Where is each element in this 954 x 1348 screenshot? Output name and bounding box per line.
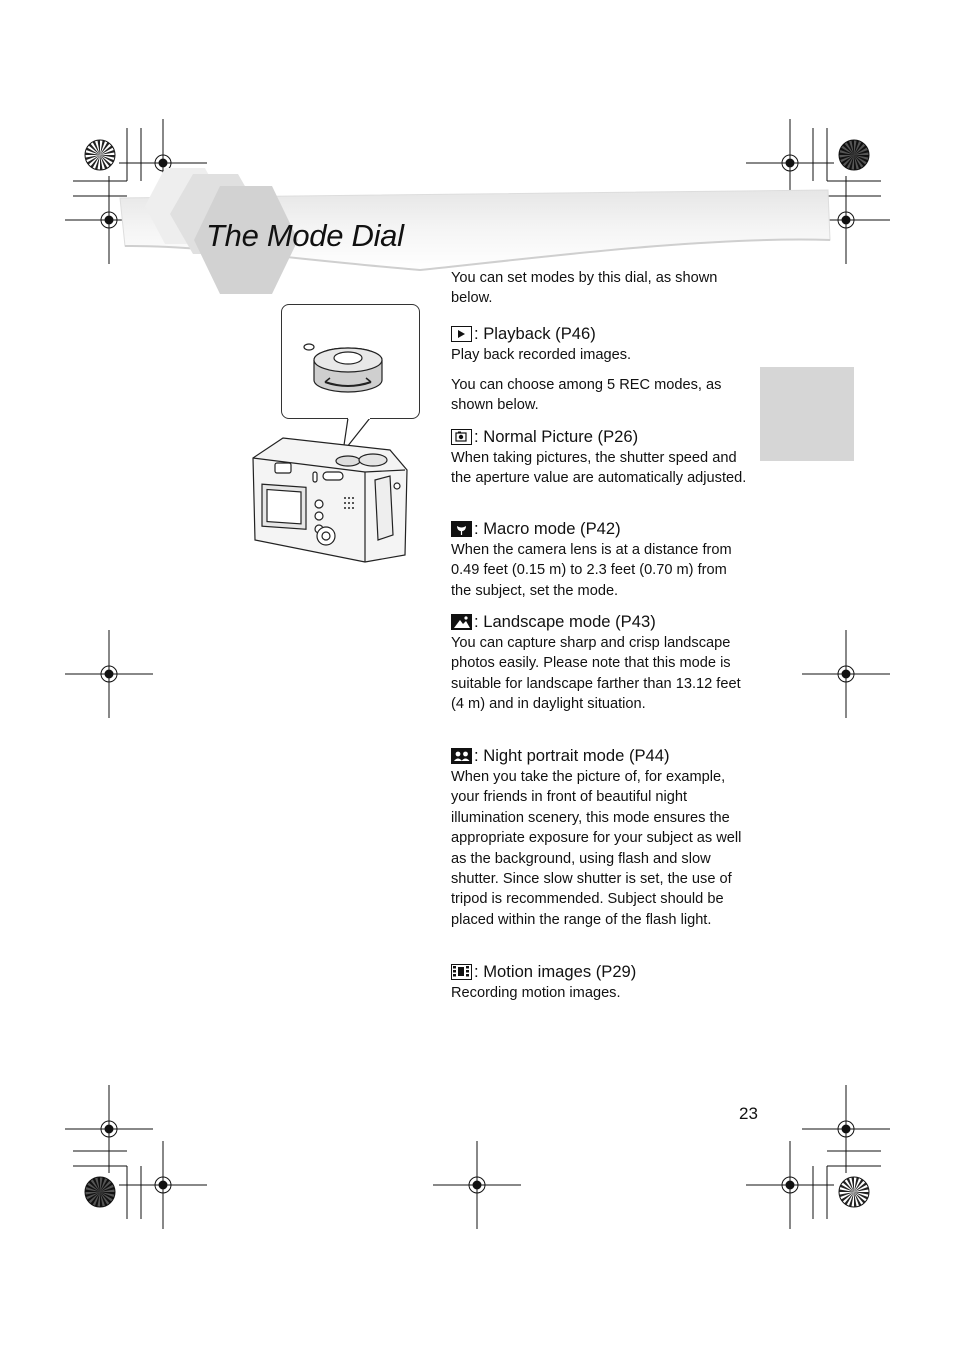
body-playback: Play back recorded images.: [451, 347, 632, 363]
heading-text: : Normal Picture (P26): [474, 427, 639, 446]
body-normal: When taking pictures, the shutter speed and the aperture value are automatically adjusted.: [451, 450, 747, 487]
heading-normal: [451, 427, 638, 447]
motion-images-icon: [451, 964, 472, 980]
page-number: 23: [739, 1104, 758, 1123]
heading-macro: [451, 519, 621, 539]
side-tab: [760, 367, 854, 461]
heading-text: : Macro mode (P42): [474, 519, 621, 538]
body-night: When you take the picture of, for example, your friends in front of beautiful night illumination scenery, this mode ensures the appropriate exposure for your subject as well as the background, using flash and slow shutter. Since slow shutter is set, the use of tripod is recommended. Subject should be placed within the range of the flash light.: [451, 769, 742, 928]
night-portrait-icon: [451, 748, 472, 764]
heading-landscape: [451, 612, 656, 632]
body-macro: When the camera lens is at a distance from 0.49 feet (0.15 m) to 2.3 feet (0.70 m) from the subject, set the mode.: [451, 542, 732, 599]
body-motion: Recording motion images.: [451, 985, 621, 1001]
heading-playback: [451, 324, 596, 344]
heading-text: : Playback (P46): [474, 324, 596, 343]
intro-text: You can set modes by this dial, as shown below.: [451, 270, 718, 307]
heading-text: : Motion images (P29): [474, 962, 637, 981]
playback-icon: [451, 326, 472, 342]
body-rec-intro: You can choose among 5 REC modes, as shown below.: [451, 377, 722, 414]
heading-text: : Night portrait mode (P44): [474, 746, 670, 765]
normal-picture-icon: [451, 429, 472, 445]
body-landscape: You can capture sharp and crisp landscape photos easily. Please note that this mode is suitable for landscape farther than 13.12 feet (4 m) and in daylight situation.: [451, 635, 741, 713]
heading-text: : Landscape mode (P43): [474, 612, 656, 631]
heading-night: [451, 746, 670, 766]
camera-illustration: [245, 300, 425, 565]
landscape-icon: [451, 614, 472, 630]
macro-icon: [451, 521, 472, 537]
heading-motion: [451, 962, 636, 982]
page-title: The Mode Dial: [206, 218, 404, 253]
